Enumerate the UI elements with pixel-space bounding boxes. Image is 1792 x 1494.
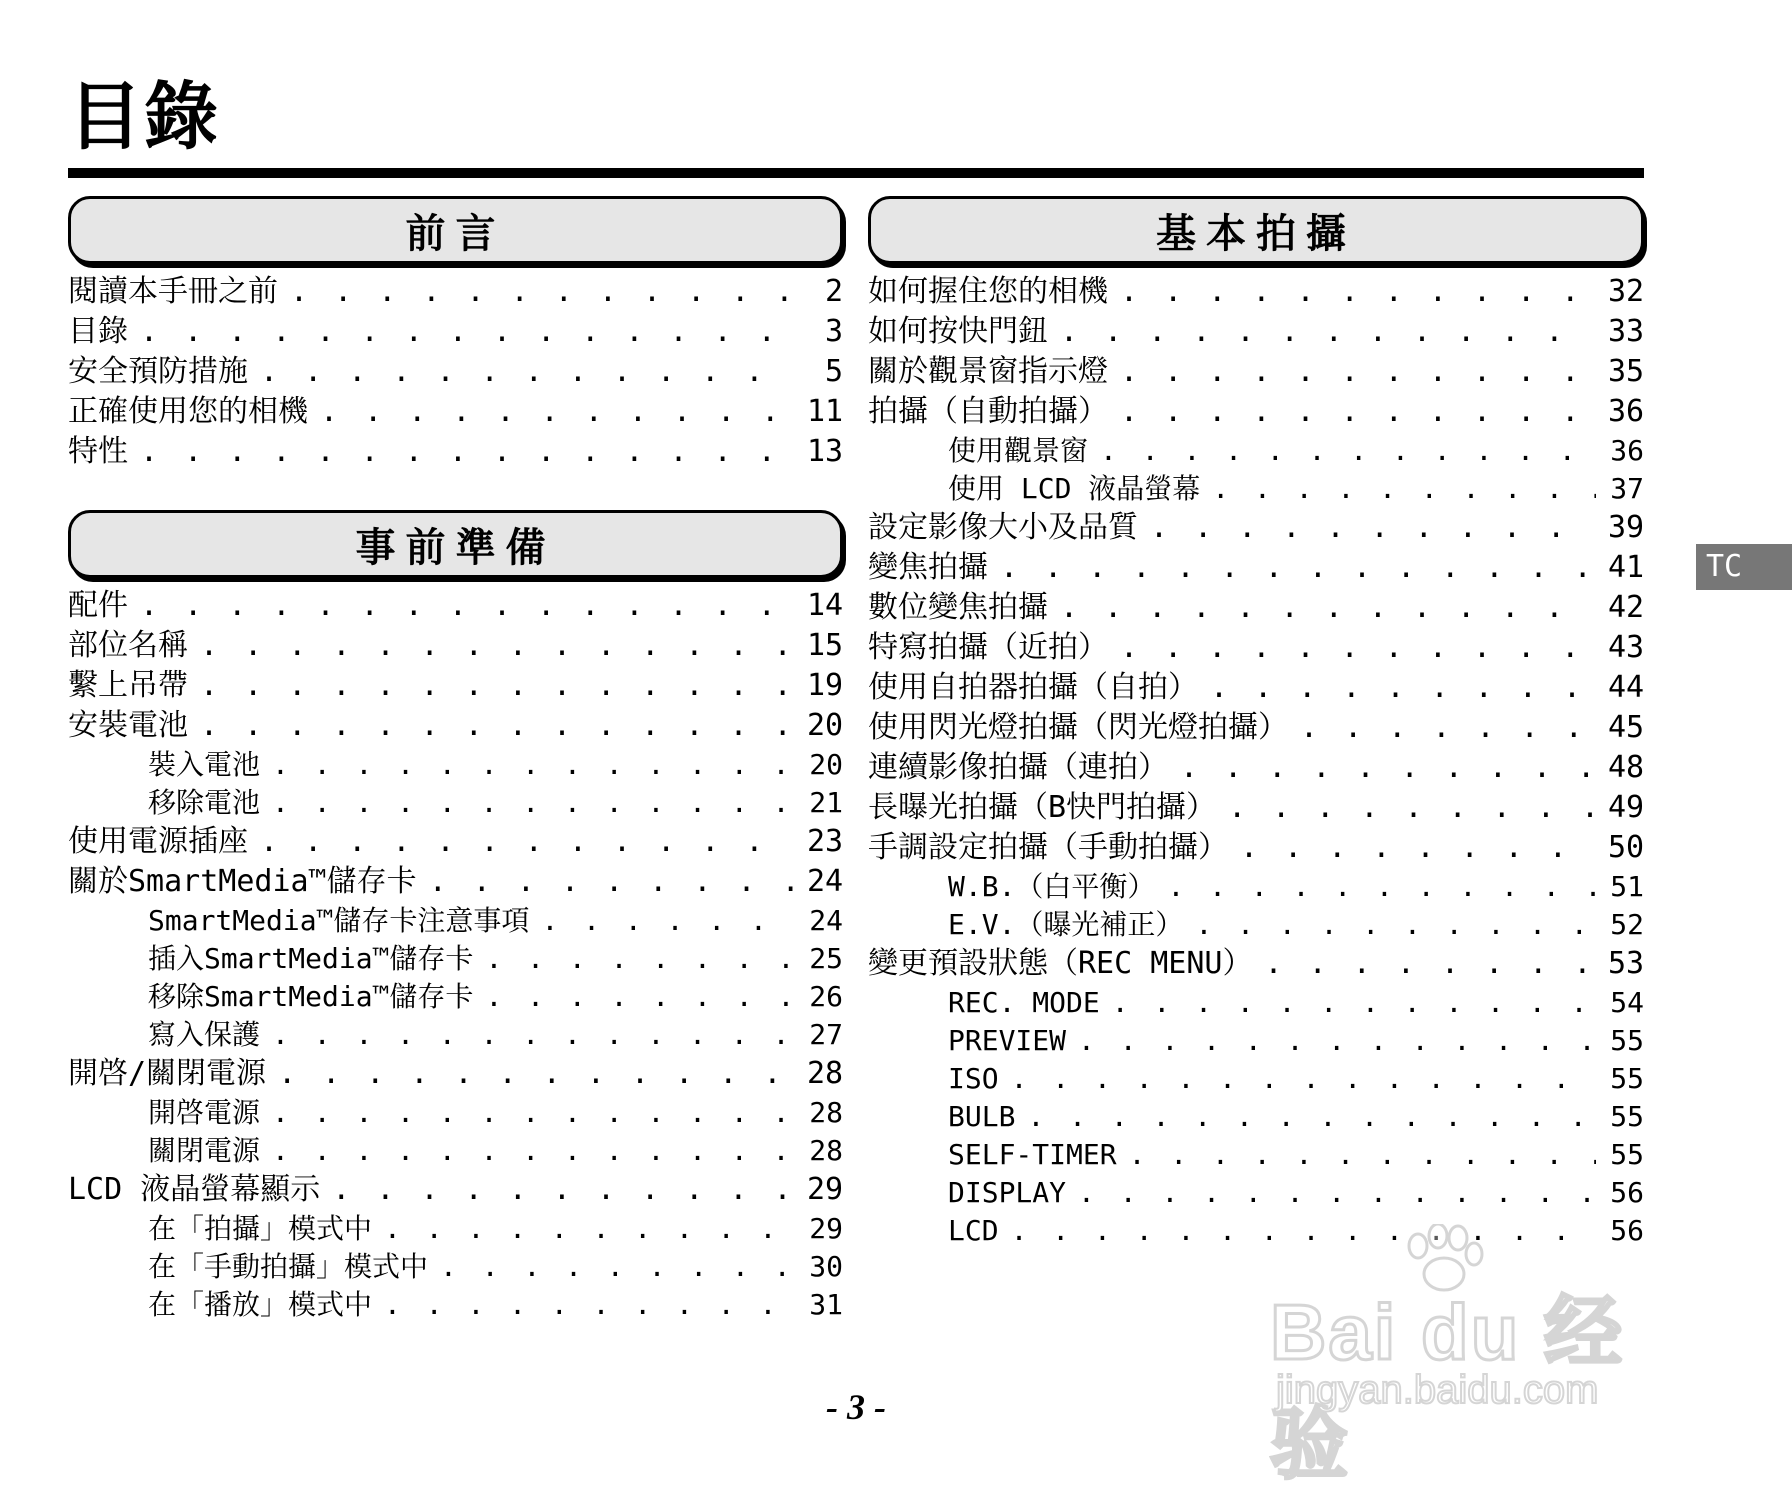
toc-subentry[interactable]	[868, 1174, 1644, 1212]
entry-page: 48	[1608, 750, 1645, 785]
title-divider	[68, 168, 1644, 178]
entry-page: 25	[809, 942, 843, 975]
entry-page: 35	[1608, 354, 1645, 389]
entry-page: 29	[807, 1172, 844, 1207]
watermark-url: jingyan.baidu.com	[1276, 1368, 1599, 1412]
dot-leader	[1078, 1174, 1596, 1212]
entry-page: 24	[807, 864, 844, 899]
entry-page: 27	[809, 1018, 843, 1051]
toc-subentry[interactable]	[68, 1210, 843, 1248]
entry-page: 2	[824, 274, 843, 309]
toc-subentry[interactable]	[68, 978, 843, 1016]
dot-leader	[272, 1016, 795, 1054]
toc-subentry[interactable]	[68, 1286, 843, 1324]
entry-page: 36	[1610, 434, 1644, 467]
entry-label: 裝入電池	[148, 748, 261, 781]
toc-subentry[interactable]	[868, 1022, 1644, 1060]
toc-subentry[interactable]	[68, 1094, 843, 1132]
language-tab: TC	[1696, 544, 1792, 590]
dot-leader	[440, 1248, 795, 1286]
dot-leader	[1060, 312, 1596, 352]
toc-entry[interactable]	[868, 748, 1644, 788]
entry-page: 19	[807, 668, 844, 703]
entry-page: 32	[1608, 274, 1645, 309]
entry-page: 43	[1608, 630, 1645, 665]
toc-entry[interactable]	[68, 586, 843, 626]
entry-label: 變焦拍攝	[868, 550, 988, 585]
entry-page: 21	[809, 786, 843, 819]
entry-page: 55	[1610, 1138, 1644, 1171]
page-title: 目錄	[68, 74, 220, 160]
dot-leader	[1210, 668, 1596, 708]
entry-label: 長曝光拍攝（B快門拍攝）	[868, 790, 1217, 825]
toc-entry[interactable]	[68, 1170, 843, 1210]
entry-page: 20	[807, 708, 844, 743]
dot-leader	[1000, 548, 1596, 588]
toc-entry[interactable]	[868, 392, 1644, 432]
entry-label: 拍攝（自動拍攝）	[868, 394, 1108, 429]
toc-entry[interactable]	[68, 432, 843, 472]
entry-page: 26	[809, 980, 843, 1013]
entry-page: 54	[1610, 986, 1644, 1019]
entry-page: 42	[1608, 590, 1645, 625]
dot-leader	[384, 1210, 795, 1248]
toc-entry[interactable]	[868, 312, 1644, 352]
entry-label: 數位變焦拍攝	[868, 590, 1048, 625]
entry-label: 寫入保護	[148, 1018, 261, 1051]
watermark-brand: Bai du 经验	[1270, 1288, 1625, 1488]
entry-label: E.V.（曝光補正）	[948, 908, 1184, 941]
entry-page: 55	[1610, 1100, 1644, 1133]
toc-entry[interactable]	[68, 392, 843, 432]
entry-page: 20	[809, 748, 843, 781]
entry-label: REC. MODE	[948, 986, 1100, 1019]
toc-subentry[interactable]	[868, 470, 1644, 508]
toc-entry[interactable]	[868, 828, 1644, 868]
entry-page: 51	[1610, 870, 1644, 903]
entry-page: 5	[824, 354, 843, 389]
toc-subentry[interactable]	[68, 940, 843, 978]
toc-subentry[interactable]	[68, 1248, 843, 1286]
toc-subentry[interactable]	[68, 746, 843, 784]
dot-leader	[140, 312, 795, 352]
entry-page: 24	[809, 904, 843, 937]
toc-subentry[interactable]	[868, 906, 1644, 944]
toc-entry[interactable]	[68, 862, 843, 902]
entry-label: 正確使用您的相機	[68, 394, 308, 429]
entry-label: 部位名稱	[68, 628, 188, 663]
basic-entries	[868, 272, 1644, 1250]
entry-page: 13	[807, 434, 844, 469]
dot-leader	[272, 784, 795, 822]
dot-leader	[1300, 708, 1596, 748]
toc-subentry[interactable]	[868, 432, 1644, 470]
dot-leader	[260, 352, 795, 392]
toc-subentry[interactable]	[68, 1016, 843, 1054]
toc-entry[interactable]	[68, 706, 843, 746]
entry-page: 28	[809, 1096, 843, 1129]
entry-page: 52	[1610, 908, 1644, 941]
left-column	[68, 196, 843, 1324]
toc-subentry[interactable]	[68, 902, 843, 940]
dot-leader	[1120, 352, 1596, 392]
entry-label: 配件	[68, 588, 128, 623]
toc-subentry[interactable]	[868, 1060, 1644, 1098]
entry-label: 閱讀本手冊之前	[68, 274, 278, 309]
entry-page: 11	[807, 394, 844, 429]
entry-label: 如何按快門鈕	[868, 314, 1048, 349]
entry-label: 使用電源插座	[68, 824, 248, 859]
dot-leader	[1120, 272, 1596, 312]
entry-label: 移除電池	[148, 786, 261, 819]
entry-page: 28	[809, 1134, 843, 1167]
entry-page: 15	[807, 628, 844, 663]
entry-page: 49	[1608, 790, 1645, 825]
toc-entry[interactable]	[68, 822, 843, 862]
entry-label: 如何握住您的相機	[868, 274, 1108, 309]
dot-leader	[1167, 868, 1596, 906]
toc-entry[interactable]	[68, 272, 843, 312]
toc-subentry[interactable]	[868, 868, 1644, 906]
dot-leader	[1180, 748, 1596, 788]
page-number: - 3 -	[826, 1387, 886, 1427]
entry-label: DISPLAY	[948, 1176, 1067, 1209]
entry-label: 目錄	[68, 314, 128, 349]
section-heading-preface: 前言	[68, 196, 843, 264]
toc-entry[interactable]	[68, 626, 843, 666]
entry-page: 50	[1608, 830, 1645, 865]
toc-entry[interactable]	[68, 312, 843, 352]
dot-leader	[1078, 1022, 1596, 1060]
dot-leader	[272, 1094, 795, 1132]
entry-label: 關於觀景窗指示燈	[868, 354, 1108, 389]
entry-page: 39	[1608, 510, 1645, 545]
dot-leader	[1011, 1060, 1596, 1098]
toc-subentry[interactable]	[868, 1098, 1644, 1136]
toc-entry[interactable]	[868, 944, 1644, 984]
dot-leader	[290, 272, 795, 312]
entry-label: 關於SmartMedia™儲存卡	[68, 864, 417, 899]
entry-label: 在「播放」模式中	[148, 1288, 373, 1321]
entry-page: 31	[809, 1288, 843, 1321]
entry-label: W.B.（白平衡）	[948, 870, 1156, 903]
entry-label: 在「手動拍攝」模式中	[148, 1250, 429, 1283]
entry-label: 開啓/關閉電源	[68, 1056, 267, 1091]
dot-leader	[1265, 944, 1597, 984]
entry-label: 安全預防措施	[68, 354, 248, 389]
entry-label: 繫上吊帶	[68, 668, 188, 703]
dot-leader	[429, 862, 795, 902]
entry-label: ISO	[948, 1062, 999, 1095]
entry-page: 45	[1608, 710, 1645, 745]
entry-label: 特性	[68, 434, 128, 469]
toc-entry[interactable]	[868, 788, 1644, 828]
toc-entry[interactable]	[868, 668, 1644, 708]
dot-leader	[1060, 588, 1596, 628]
entry-label: 使用閃光燈拍攝（閃光燈拍攝）	[868, 710, 1288, 745]
dot-leader	[200, 626, 795, 666]
dot-leader	[384, 1286, 795, 1324]
toc-entry[interactable]	[868, 628, 1644, 668]
dot-leader	[1027, 1098, 1596, 1136]
watermark	[1270, 1230, 1690, 1488]
dot-leader	[1100, 432, 1596, 470]
toc-entry[interactable]	[68, 1054, 843, 1094]
entry-label: 在「拍攝」模式中	[148, 1212, 373, 1245]
toc-subentry[interactable]	[68, 1132, 843, 1170]
entry-label: 插入SmartMedia™儲存卡	[148, 942, 474, 975]
entry-page: 29	[809, 1212, 843, 1245]
entry-label: SELF-TIMER	[948, 1138, 1117, 1171]
entry-page: 14	[807, 588, 844, 623]
entry-page: 23	[807, 824, 844, 859]
entry-label: 設定影像大小及品質	[868, 510, 1138, 545]
toc-entry[interactable]	[868, 272, 1644, 312]
toc-subentry[interactable]	[868, 984, 1644, 1022]
dot-leader	[1150, 508, 1596, 548]
toc-entry[interactable]	[868, 708, 1644, 748]
entry-page: 36	[1608, 394, 1645, 429]
dot-leader	[1212, 470, 1596, 508]
toc-entry[interactable]	[68, 666, 843, 706]
entry-page: 30	[809, 1250, 843, 1283]
entry-page: 56	[1610, 1176, 1644, 1209]
dot-leader	[200, 666, 795, 706]
entry-label: 使用自拍器拍攝（自拍）	[868, 670, 1198, 705]
entry-label: 開啓電源	[148, 1096, 261, 1129]
toc-entry[interactable]	[868, 352, 1644, 392]
entry-page: 28	[807, 1056, 844, 1091]
entry-page: 33	[1608, 314, 1645, 349]
right-column	[868, 196, 1644, 1250]
toc-subentry[interactable]	[68, 784, 843, 822]
dot-leader	[1195, 906, 1596, 944]
entry-page: 41	[1608, 550, 1645, 585]
dot-leader	[1240, 828, 1596, 868]
section-heading-preparation: 事前準備	[68, 510, 843, 578]
dot-leader	[278, 1054, 795, 1094]
entry-label: SmartMedia™儲存卡注意事項	[148, 904, 530, 937]
dot-leader	[485, 978, 795, 1016]
entry-page: 55	[1610, 1062, 1644, 1095]
entry-label: 手調設定拍攝（手動拍攝）	[868, 830, 1228, 865]
dot-leader	[320, 392, 795, 432]
entry-label: 使用觀景窗	[948, 434, 1089, 467]
entry-label: 特寫拍攝（近拍）	[868, 630, 1108, 665]
entry-label: 連續影像拍攝（連拍）	[868, 750, 1168, 785]
dot-leader	[140, 432, 795, 472]
entry-label: 安裝電池	[68, 708, 188, 743]
entry-label: LCD	[948, 1214, 999, 1247]
entry-label: PREVIEW	[948, 1024, 1067, 1057]
entry-page: 44	[1608, 670, 1645, 705]
entry-label: 移除SmartMedia™儲存卡	[148, 980, 474, 1013]
preparation-entries	[68, 586, 843, 1324]
toc-entry[interactable]	[868, 508, 1644, 548]
dot-leader	[485, 940, 795, 978]
dot-leader	[541, 902, 795, 940]
entry-label: 變更預設狀態（REC MENU）	[868, 946, 1253, 981]
entry-label: LCD 液晶螢幕顯示	[68, 1172, 321, 1207]
toc-entry[interactable]	[868, 588, 1644, 628]
toc-subentry[interactable]	[868, 1136, 1644, 1174]
dot-leader	[272, 746, 795, 784]
entry-label: BULB	[948, 1100, 1016, 1133]
section-heading-basic: 基本拍攝	[868, 196, 1644, 264]
dot-leader	[272, 1132, 795, 1170]
dot-leader	[1228, 788, 1596, 828]
toc-entry[interactable]	[868, 548, 1644, 588]
dot-leader	[332, 1170, 795, 1210]
entry-page: 37	[1610, 472, 1644, 505]
dot-leader	[260, 822, 795, 862]
entry-label: 關閉電源	[148, 1134, 261, 1167]
toc-entry[interactable]	[68, 352, 843, 392]
entry-page: 56	[1610, 1214, 1644, 1247]
dot-leader	[1120, 628, 1596, 668]
entry-page: 53	[1608, 946, 1645, 981]
entry-label: 使用 LCD 液晶螢幕	[948, 472, 1201, 505]
dot-leader	[140, 586, 795, 626]
entry-page: 3	[824, 314, 843, 349]
preface-entries	[68, 272, 843, 472]
dot-leader	[1112, 984, 1596, 1022]
dot-leader	[1120, 392, 1596, 432]
dot-leader	[1129, 1136, 1596, 1174]
entry-page: 55	[1610, 1024, 1644, 1057]
dot-leader	[200, 706, 795, 746]
